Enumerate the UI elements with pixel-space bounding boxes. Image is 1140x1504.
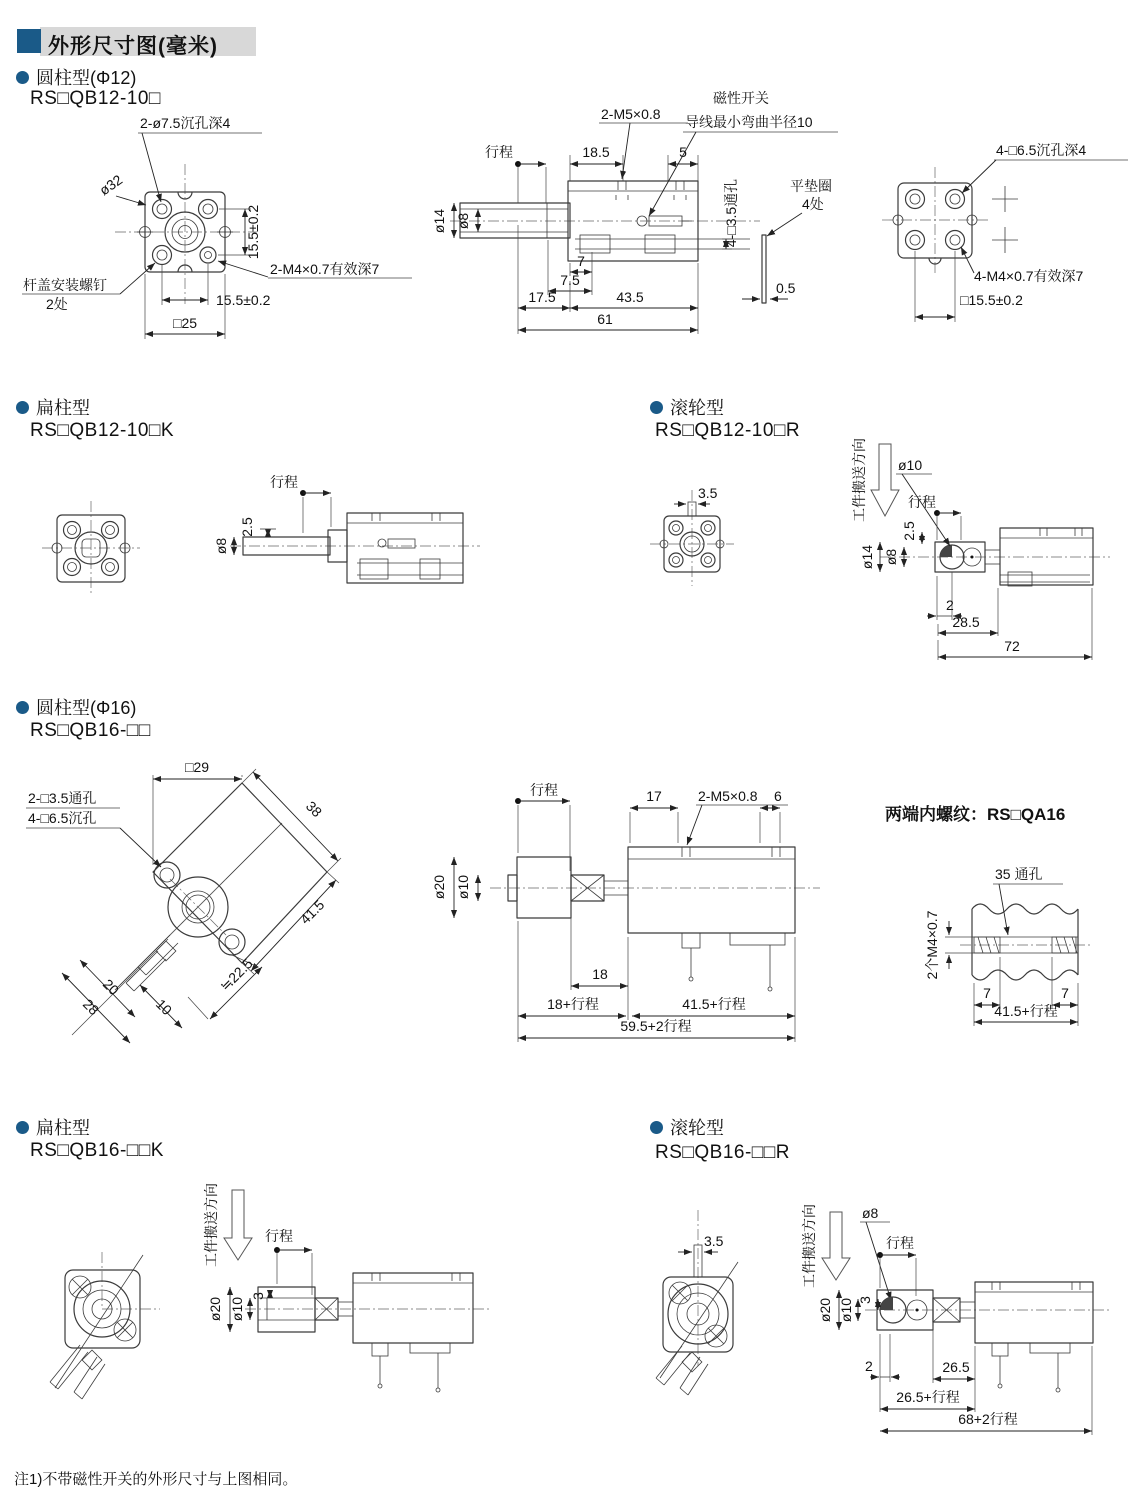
section-bullet [16, 701, 29, 714]
dim-label: 28.5 [952, 614, 980, 630]
section-heading-qb16-roller [650, 1114, 724, 1140]
qb12r-views [650, 428, 1140, 690]
section-label: 滚轮型 [670, 398, 724, 418]
dim-label: 行程 [270, 474, 298, 490]
dim-label: 18 [592, 966, 608, 982]
dim-label: 3 [857, 1296, 873, 1304]
footer-note: 注1)不带磁性开关的外形尺寸与上图相同。 [14, 1471, 298, 1488]
dim-label: 3.5 [704, 1233, 724, 1249]
section-heading-qb12-flat [16, 394, 90, 420]
washer-cross-marks [992, 186, 1018, 253]
dim-label: 59.5+2行程 [620, 1018, 692, 1034]
section-label: 圆柱型(Φ16) [36, 698, 137, 718]
dim-label: 2-M5×0.8 [698, 788, 758, 804]
model-code-qb12r: RS□QB12-10□R [655, 420, 801, 441]
dim-label: 17 [646, 788, 662, 804]
dim-label: 工件搬送方向 [801, 1204, 817, 1288]
dim-label: ø32 [96, 171, 126, 199]
dim-label: 行程 [908, 494, 936, 510]
section-label: 滚轮型 [670, 1118, 724, 1138]
dim-label: 7.5 [560, 272, 580, 288]
dim-label: 10 [152, 995, 176, 1019]
transfer-direction-arrow [224, 1190, 252, 1260]
dim-label: ø20 [431, 874, 447, 900]
dim-label: 0.5 [776, 280, 796, 296]
section-bullet [16, 1121, 29, 1134]
section-bullet [650, 1121, 663, 1134]
dim-label: 5 [679, 144, 687, 160]
dim-label: 20 [99, 975, 123, 999]
dim-label: 68+2行程 [958, 1411, 1018, 1427]
dim-label: 2处 [46, 296, 68, 312]
section-heading-qb12-round [16, 64, 136, 90]
dim-label: 3 [250, 1292, 266, 1300]
section-label: 圆柱型(Φ12) [36, 68, 137, 88]
dim-label: 2-M5×0.8 [601, 106, 661, 122]
dim-label: 4-□3.5通孔 [723, 178, 739, 248]
transfer-direction-arrow [871, 444, 899, 516]
qb16-side-view [430, 765, 840, 1065]
dim-label: ø10 [229, 1296, 245, 1322]
qb12-front-view [20, 112, 430, 374]
dim-label: 2-□3.5通孔 [28, 790, 97, 806]
dim-label: 41.5 [296, 896, 328, 928]
dim-label: ø8 [883, 548, 899, 566]
dim-label: 41.5+行程 [994, 1003, 1058, 1019]
dim-label: 17.5 [528, 289, 556, 305]
dim-label: 7 [983, 985, 991, 1001]
dim-label: 2个M4×0.7 [924, 910, 940, 980]
dim-label: 工件搬送方向 [203, 1183, 219, 1267]
dim-label: 26.5 [942, 1359, 970, 1375]
title-marker [17, 29, 41, 53]
page-title: 外形尺寸图(毫米) [48, 35, 218, 58]
section-label: 扁柱型 [36, 398, 90, 418]
qa16-view [875, 795, 1140, 1045]
section-bullet [650, 401, 663, 414]
section-label: 扁柱型 [36, 1118, 90, 1138]
dim-label: □15.5±0.2 [960, 292, 1023, 308]
dim-label: 35 通孔 [995, 866, 1043, 882]
dim-label: 26.5+行程 [896, 1389, 960, 1405]
cross-holes [69, 1276, 136, 1341]
dim-label: 28 [79, 995, 103, 1019]
dim-label: ≒22.5 [216, 955, 256, 995]
dim-label: 18+行程 [547, 996, 599, 1012]
dim-label: ø8 [455, 212, 471, 230]
dim-label: 工件搬送方向 [851, 438, 867, 522]
dim-label: 行程 [485, 144, 513, 160]
dim-label: 2.5 [239, 517, 255, 537]
dim-label: 4处 [802, 196, 824, 212]
dim-label: 磁性开关 [713, 90, 769, 106]
dim-label: 43.5 [616, 289, 644, 305]
section-heading-qb12-roller [650, 394, 724, 420]
dim-label: ø14 [431, 208, 447, 234]
dim-label: 15.5±0.2 [216, 292, 271, 308]
dim-label: ø20 [817, 1297, 833, 1323]
dim-label: ø10 [455, 874, 471, 900]
section-bullet [16, 401, 29, 414]
dim-label: 4-□6.5沉孔 [28, 810, 97, 826]
dim-label: ø14 [859, 544, 875, 570]
dim-label: 4-M4×0.7有效深7 [974, 268, 1084, 284]
model-code-qb12k: RS□QB12-10□K [30, 420, 175, 441]
dim-label: 7 [1061, 985, 1069, 1001]
port-pins [656, 1346, 708, 1395]
dim-label: 平垫圈 [790, 178, 832, 194]
dim-label: □29 [184, 759, 210, 775]
transfer-direction-arrow [822, 1212, 850, 1280]
qb12-back-view [870, 125, 1140, 357]
section-heading-qb16-round [16, 694, 136, 720]
section-heading-qb16-flat [16, 1114, 90, 1140]
qb12k-views [20, 455, 500, 630]
model-code-qb16k: RS□QB16-□□K [30, 1140, 164, 1161]
model-code-qb16: RS□QB16-□□ [30, 720, 151, 741]
dim-label: ø10 [898, 457, 923, 473]
dim-label: 2 [946, 597, 954, 613]
qa16-heading: 两端内螺纹：RS□QA16 [885, 805, 1066, 824]
port-pins [126, 935, 178, 991]
dim-label: 61 [597, 311, 613, 327]
dim-label: 6 [774, 788, 782, 804]
model-code-qb12: RS□QB12-10□ [30, 88, 161, 109]
dim-label: 行程 [530, 782, 558, 798]
dim-label: 41.5+行程 [682, 996, 746, 1012]
port-pins [50, 1345, 105, 1399]
dim-label: 2-M4×0.7有效深7 [270, 261, 380, 277]
qb16r-views [640, 1150, 1140, 1490]
dim-label: 38 [302, 797, 326, 821]
qb16k-views [20, 1160, 560, 1460]
dim-label: 15.5±0.2 [245, 204, 261, 260]
dim-label: □25 [172, 315, 198, 331]
dim-label: ø10 [838, 1297, 854, 1323]
dim-label: 7 [577, 253, 585, 269]
qb12-side-view [430, 85, 870, 377]
dim-label: 导线最小弯曲半径10 [685, 114, 813, 130]
dim-label: 行程 [265, 1228, 293, 1244]
dim-label: 18.5 [582, 144, 610, 160]
dim-label: 72 [1004, 638, 1020, 654]
dim-label: 行程 [886, 1235, 914, 1251]
dim-label: 4-□6.5沉孔深4 [996, 142, 1087, 158]
dim-label: ø8 [862, 1205, 879, 1221]
section-bullet [16, 71, 29, 84]
dim-label: 杆盖安装螺钉 [23, 277, 107, 293]
qb16-front-view [20, 755, 420, 1075]
dim-label: 2-ø7.5沉孔深4 [140, 115, 231, 131]
dim-label: 2.5 [901, 521, 917, 541]
dim-label: 2 [865, 1358, 873, 1374]
dim-label: ø8 [213, 537, 229, 555]
dim-label: 3.5 [698, 485, 718, 501]
model-code-qb16r: RS□QB16-□□R [655, 1142, 790, 1163]
dim-label: ø20 [207, 1296, 223, 1322]
